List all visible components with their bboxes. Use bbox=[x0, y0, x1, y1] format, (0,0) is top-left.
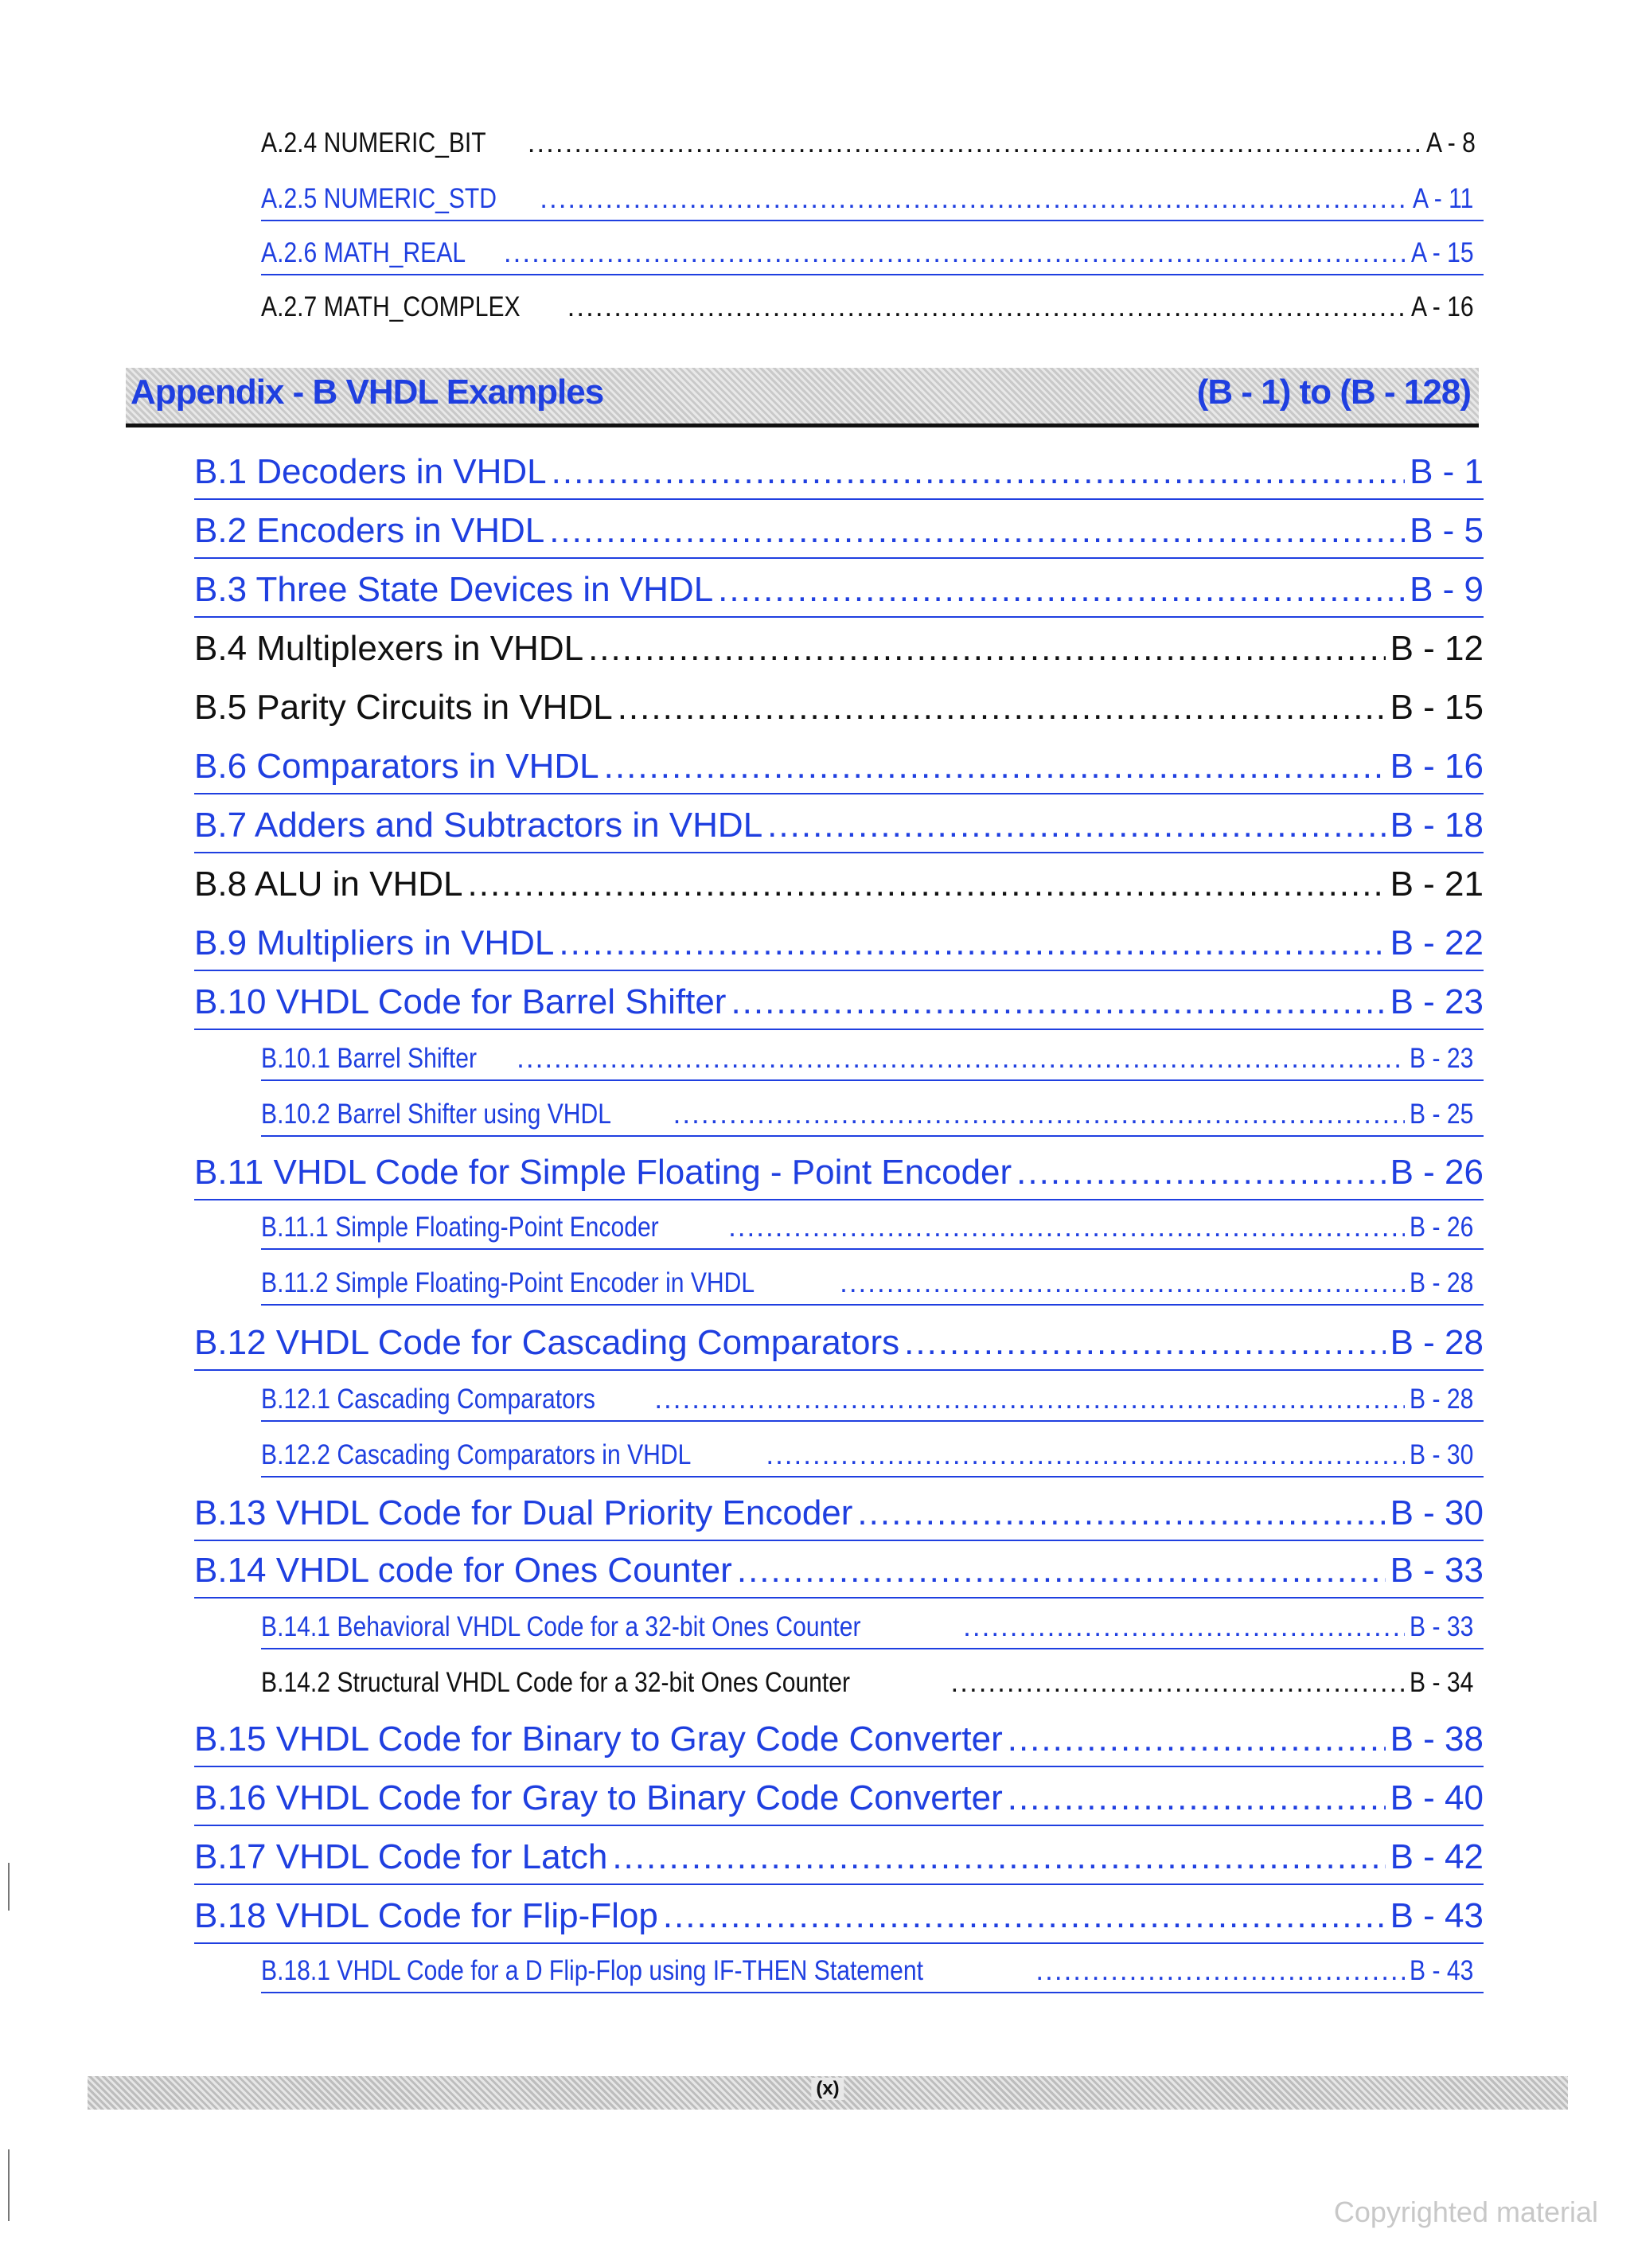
appendix-b-entry-1[interactable] bbox=[194, 511, 1484, 559]
dot-leader bbox=[552, 452, 1405, 492]
appendix-b-entry-5[interactable] bbox=[194, 747, 1484, 794]
entry-title: B.5 Parity Circuits in VHDL bbox=[194, 688, 613, 727]
entry-page-number: B - 30 bbox=[1390, 1493, 1484, 1532]
entry-title: B.8 ALU in VHDL bbox=[194, 865, 463, 904]
entry-title: A.2.5 NUMERIC_STD bbox=[261, 183, 497, 214]
dot-leader bbox=[673, 1099, 1405, 1130]
entry-page-number: B - 15 bbox=[1390, 688, 1484, 727]
entry-title: B.4 Multiplexers in VHDL bbox=[194, 629, 584, 668]
dot-leader bbox=[618, 688, 1386, 728]
entry-page-number: B - 22 bbox=[1390, 923, 1484, 962]
appendix-b-entry-19[interactable] bbox=[194, 1551, 1484, 1599]
entry-title: A.2.7 MATH_COMPLEX bbox=[261, 291, 521, 322]
dot-leader bbox=[549, 511, 1405, 551]
entry-title: B.14 VHDL code for Ones Counter bbox=[194, 1551, 732, 1590]
appendix-b-entry-21 bbox=[261, 1667, 1484, 1704]
appendix-b-entry-13[interactable] bbox=[261, 1212, 1484, 1250]
appendix-page-range: (B - 1) to (B - 128) bbox=[1196, 373, 1471, 412]
dot-leader bbox=[1016, 1153, 1385, 1193]
entry-page-number: B - 38 bbox=[1390, 1720, 1484, 1759]
entry-page-number: B - 43 bbox=[1409, 1955, 1473, 1986]
entry-page-number: B - 23 bbox=[1390, 982, 1484, 1021]
appendix-b-entry-14[interactable] bbox=[261, 1267, 1484, 1306]
entry-page-number: B - 23 bbox=[1409, 1043, 1473, 1074]
dot-leader bbox=[718, 570, 1405, 610]
dot-leader bbox=[559, 923, 1385, 963]
entry-title: B.9 Multipliers in VHDL bbox=[194, 923, 555, 962]
appendix-a-entry-2[interactable] bbox=[261, 237, 1484, 275]
entry-page-number: B - 28 bbox=[1390, 1323, 1484, 1362]
dot-leader bbox=[468, 865, 1386, 904]
entry-title: B.7 Adders and Subtractors in VHDL bbox=[194, 806, 763, 845]
dot-leader bbox=[963, 1611, 1404, 1643]
entry-title: B.16 VHDL Code for Gray to Binary Code Converter bbox=[194, 1778, 1003, 1817]
entry-title: B.10.2 Barrel Shifter using VHDL bbox=[261, 1099, 612, 1130]
appendix-b-entry-9[interactable] bbox=[194, 982, 1484, 1030]
dot-leader bbox=[1008, 1778, 1386, 1818]
dot-leader bbox=[588, 629, 1386, 669]
dot-leader bbox=[654, 1384, 1404, 1415]
entry-page-number: A - 16 bbox=[1410, 291, 1474, 322]
appendix-b-entry-10[interactable] bbox=[261, 1043, 1484, 1081]
appendix-b-entry-7 bbox=[194, 865, 1484, 911]
entry-title: B.12 VHDL Code for Cascading Comparators bbox=[194, 1323, 900, 1362]
dot-leader bbox=[840, 1267, 1405, 1299]
appendix-b-entry-3 bbox=[194, 629, 1484, 675]
appendix-b-entry-11[interactable] bbox=[261, 1099, 1484, 1137]
appendix-b-entry-6[interactable] bbox=[194, 806, 1484, 853]
entry-title: B.2 Encoders in VHDL bbox=[194, 511, 545, 550]
entry-page-number: B - 42 bbox=[1390, 1837, 1484, 1876]
appendix-a-entry-3 bbox=[261, 291, 1484, 328]
entry-title: B.3 Three State Devices in VHDL bbox=[194, 570, 714, 609]
appendix-b-entry-20[interactable] bbox=[261, 1611, 1484, 1649]
entry-page-number: A - 15 bbox=[1410, 237, 1474, 268]
appendix-b-entry-16[interactable] bbox=[261, 1384, 1484, 1422]
entry-title: B.18 VHDL Code for Flip-Flop bbox=[194, 1896, 658, 1935]
dot-leader bbox=[857, 1493, 1385, 1533]
scan-margin-mark bbox=[8, 2149, 10, 2221]
dot-leader bbox=[766, 1439, 1404, 1471]
appendix-a-entry-1[interactable] bbox=[261, 183, 1484, 221]
page-number: (x) bbox=[811, 2078, 844, 2100]
dot-leader bbox=[663, 1896, 1386, 1936]
entry-page-number: B - 28 bbox=[1409, 1384, 1473, 1415]
entry-title: B.12.2 Cascading Comparators in VHDL bbox=[261, 1439, 692, 1470]
appendix-b-entry-2[interactable] bbox=[194, 570, 1484, 618]
appendix-title: Appendix - B VHDL Examples bbox=[131, 373, 604, 412]
entry-page-number: B - 25 bbox=[1409, 1099, 1473, 1130]
dot-leader bbox=[1008, 1720, 1386, 1759]
appendix-b-entry-26[interactable] bbox=[261, 1955, 1484, 1993]
appendix-b-entry-15[interactable] bbox=[194, 1323, 1484, 1371]
entry-title: B.14.2 Structural VHDL Code for a 32-bit Ones Counter bbox=[261, 1667, 851, 1698]
entry-title: B.10.1 Barrel Shifter bbox=[261, 1043, 478, 1074]
entry-page-number: B - 26 bbox=[1390, 1153, 1484, 1192]
appendix-b-entry-23[interactable] bbox=[194, 1778, 1484, 1826]
entry-page-number: B - 28 bbox=[1409, 1267, 1473, 1298]
entry-title: B.15 VHDL Code for Binary to Gray Code Converter bbox=[194, 1720, 1003, 1759]
entry-title: B.1 Decoders in VHDL bbox=[194, 452, 547, 491]
dot-leader bbox=[612, 1837, 1385, 1877]
entry-page-number: A - 8 bbox=[1426, 127, 1476, 158]
entry-page-number: B - 33 bbox=[1390, 1551, 1484, 1590]
entry-title: B.11.2 Simple Floating-Point Encoder in VHDL bbox=[261, 1267, 755, 1298]
dot-leader bbox=[528, 127, 1421, 159]
appendix-b-header bbox=[126, 368, 1479, 427]
entry-page-number: B - 18 bbox=[1390, 806, 1484, 845]
dot-leader bbox=[728, 1212, 1405, 1243]
appendix-b-entry-0[interactable] bbox=[194, 452, 1484, 500]
entry-title: B.13 VHDL Code for Dual Priority Encoder bbox=[194, 1493, 853, 1532]
entry-page-number: B - 12 bbox=[1390, 629, 1484, 668]
entry-page-number: B - 34 bbox=[1409, 1667, 1473, 1698]
footer-bar bbox=[88, 2076, 1568, 2110]
entry-page-number: B - 1 bbox=[1410, 452, 1484, 491]
entry-title: A.2.6 MATH_REAL bbox=[261, 237, 466, 268]
entry-page-number: B - 43 bbox=[1390, 1896, 1484, 1935]
dot-leader bbox=[604, 747, 1386, 787]
entry-title: B.11 VHDL Code for Simple Floating - Point Encoder bbox=[194, 1153, 1012, 1192]
entry-title: B.18.1 VHDL Code for a D Flip-Flop using IF-THEN Statement bbox=[261, 1955, 923, 1986]
appendix-b-entry-8[interactable] bbox=[194, 923, 1484, 971]
entry-page-number: B - 30 bbox=[1409, 1439, 1473, 1470]
entry-title: B.6 Comparators in VHDL bbox=[194, 747, 599, 786]
appendix-b-entry-24[interactable] bbox=[194, 1837, 1484, 1885]
dot-leader bbox=[517, 1043, 1404, 1075]
appendix-b-entry-22[interactable] bbox=[194, 1720, 1484, 1767]
entry-page-number: B - 21 bbox=[1390, 865, 1484, 904]
dot-leader bbox=[1035, 1955, 1404, 1987]
entry-title: B.14.1 Behavioral VHDL Code for a 32-bit Ones Counter bbox=[261, 1611, 861, 1642]
entry-page-number: B - 33 bbox=[1409, 1611, 1473, 1642]
appendix-a-entry-0 bbox=[261, 127, 1484, 164]
entry-page-number: A - 11 bbox=[1413, 183, 1474, 214]
entry-title: B.12.1 Cascading Comparators bbox=[261, 1384, 595, 1415]
entry-title: B.10 VHDL Code for Barrel Shifter bbox=[194, 982, 727, 1021]
appendix-b-entry-4 bbox=[194, 688, 1484, 734]
dot-leader bbox=[767, 806, 1385, 845]
appendix-b-entry-25[interactable] bbox=[194, 1896, 1484, 1944]
entry-page-number: B - 5 bbox=[1410, 511, 1484, 550]
entry-title: A.2.4 NUMERIC_BIT bbox=[261, 127, 486, 158]
entry-title: B.11.1 Simple Floating-Point Encoder bbox=[261, 1212, 659, 1243]
dot-leader bbox=[567, 291, 1406, 323]
dot-leader bbox=[504, 237, 1406, 269]
appendix-b-entry-12[interactable] bbox=[194, 1153, 1484, 1200]
appendix-b-entry-17[interactable] bbox=[261, 1439, 1484, 1478]
dot-leader bbox=[540, 183, 1408, 215]
dot-leader bbox=[737, 1551, 1386, 1591]
entry-page-number: B - 40 bbox=[1390, 1778, 1484, 1817]
dot-leader bbox=[904, 1323, 1385, 1363]
entry-page-number: B - 9 bbox=[1410, 570, 1484, 609]
appendix-b-entry-18[interactable] bbox=[194, 1493, 1484, 1541]
entry-page-number: B - 26 bbox=[1409, 1212, 1473, 1243]
entry-page-number: B - 16 bbox=[1390, 747, 1484, 786]
dot-leader bbox=[951, 1667, 1405, 1699]
scan-margin-mark bbox=[8, 1863, 10, 1911]
entry-title: B.17 VHDL Code for Latch bbox=[194, 1837, 608, 1876]
copyright-notice: Copyrighted material bbox=[1333, 2196, 1598, 2228]
dot-leader bbox=[731, 982, 1385, 1022]
